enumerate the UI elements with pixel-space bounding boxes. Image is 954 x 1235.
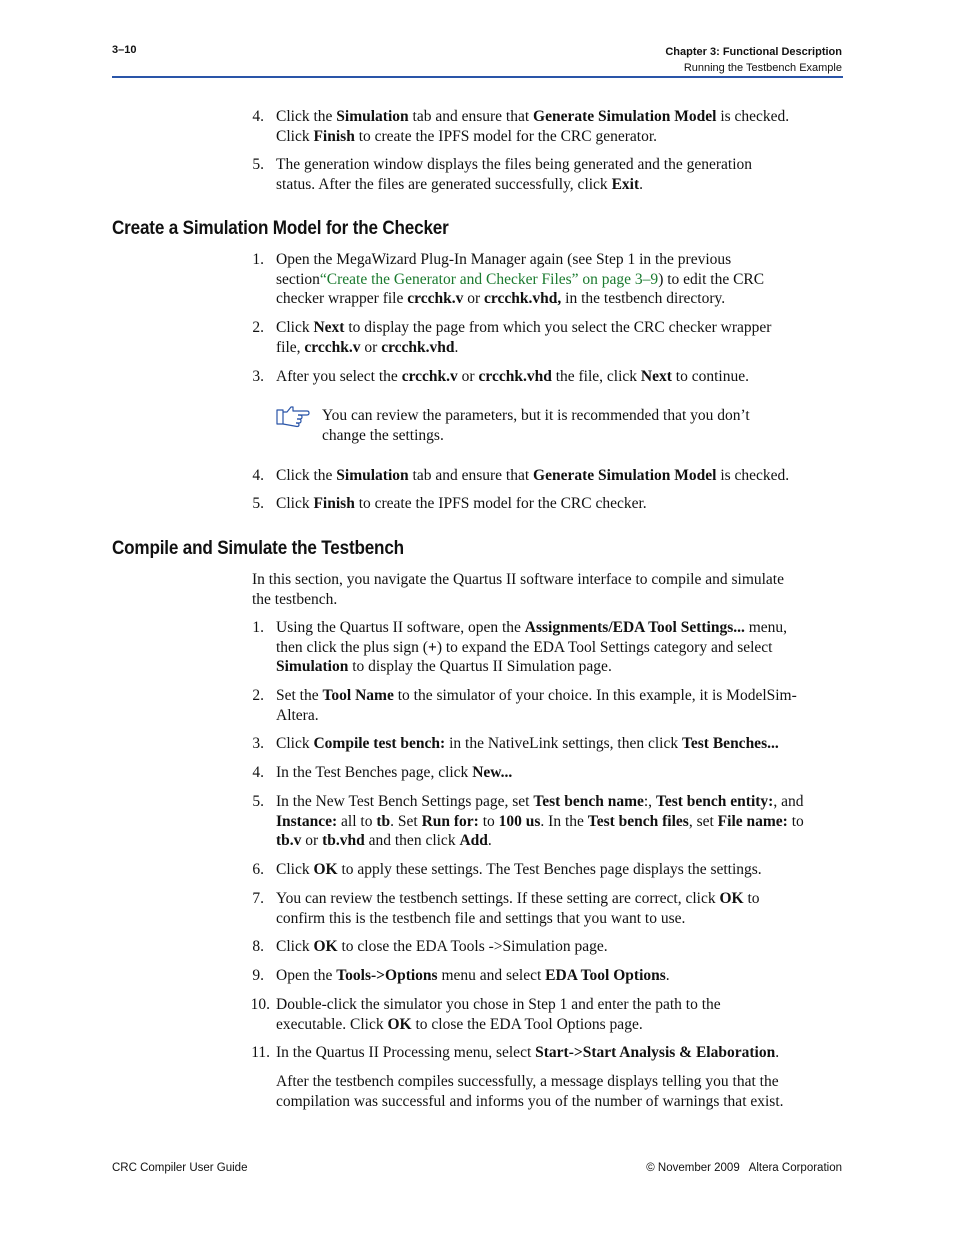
step-text: Click the Simulation tab and ensure that Generate Simulation Model is checked. [276,467,790,484]
note-text: You can review the parameters, but it is recommended that you don’t change the settings. [322,407,750,444]
pointing-hand-icon [276,404,310,428]
step-text: Click Finish to create the IPFS model for the CRC checker. [276,495,647,512]
step-number: 10. [250,996,270,1013]
step-text: After you select the crcchk.v or crcchk.vhd the file, click Next to continue. [276,368,749,385]
step-number: 2. [252,319,264,336]
step-number: 4. [252,467,264,484]
step-number: 9. [252,967,264,984]
step-number: 3. [252,368,264,385]
step-text: Click OK to close the EDA Tools ->Simulation page. [276,938,608,955]
step-number: 3. [252,735,264,752]
header-rule [112,76,843,78]
intro-paragraph: In this section, you navigate the Quartus II software interface to compile and simulate the testbench. [252,571,784,608]
step-number: 5. [252,156,264,173]
step-number: 11. [251,1044,270,1061]
step-text: Open the MegaWizard Plug-In Manager again (see Step 1 in the previous section“Create the Generator and Checker Files” on page 3–9) to edit the CRC checker wrapper file crcchk.v or crcchk.vhd, in the testbench directory. [276,251,765,307]
step-number: 5. [252,495,264,512]
step-text: In the New Test Bench Settings page, set Test bench name:, Test bench entity:, and Instance: all to tb. Set Run for: to 100 us. In the Test bench files, set File name: to tb.v or tb.vhd and then click Add. [276,793,804,849]
step-text: The generation window displays the files being generated and the generation status. After the files are generated successfully, click Exit. [276,156,753,193]
step-text: Click OK to apply these settings. The Test Benches page displays the settings. [276,861,762,878]
section-heading: Create a Simulation Model for the Checker [112,218,449,239]
page-number: 3–10 [112,44,137,56]
step-text: Click Next to display the page from which you select the CRC checker wrapper file, crcchk.v or crcchk.vhd. [276,319,772,356]
running-header [665,44,842,76]
result-paragraph: After the testbench compiles successfully, a message displays telling you that the compilation was successful and informs you of the number of warnings that exist. [276,1073,784,1110]
cross-reference-link[interactable]: “Create the Generator and Checker Files” on page 3–9 [319,270,659,288]
step-number: 4. [252,764,264,781]
step-text: Double-click the simulator you chose in Step 1 and enter the path to the executable. Click OK to close the EDA Tool Options page. [276,996,721,1033]
step-number: 2. [252,687,264,704]
step-text: Set the Tool Name to the simulator of your choice. In this example, it is ModelSim- Altera. [276,687,797,724]
step-number: 7. [252,890,264,907]
step-text: Using the Quartus II software, open the Assignments/EDA Tool Settings... menu, then click the plus sign (+) to expand the EDA Tool Settings category and select Simulation to display the Quartus II Simulation page. [276,619,788,675]
step-number: 8. [252,938,264,955]
step-number: 5. [252,793,264,810]
step-number: 6. [252,861,264,878]
section-heading: Compile and Simulate the Testbench [112,538,404,559]
step-number: 1. [252,251,264,268]
step-text: You can review the testbench settings. If these setting are correct, click OK to confirm this is the testbench file and settings that you want to use. [276,890,760,927]
step-text: In the Test Benches page, click New... [276,764,513,781]
step-text: Click the Simulation tab and ensure that Generate Simulation Model is checked. Click Finish to create the IPFS model for the CRC generator. [276,108,790,145]
section-title: Running the Testbench Example [683,62,842,74]
footer-guide-title: CRC Compiler User Guide [112,1162,248,1174]
step-text: Click Compile test bench: in the NativeLink settings, then click Test Benches... [276,735,779,752]
step-text: Open the Tools->Options menu and select EDA Tool Options. [276,967,670,984]
chapter-title: Chapter 3: Functional Description [665,46,842,58]
footer-copyright: © November 2009 Altera Corporation [646,1162,842,1174]
step-text: In the Quartus II Processing menu, select Start->Start Analysis & Elaboration. [276,1044,780,1061]
step-number: 4. [252,108,264,125]
step-number: 1. [252,619,264,636]
